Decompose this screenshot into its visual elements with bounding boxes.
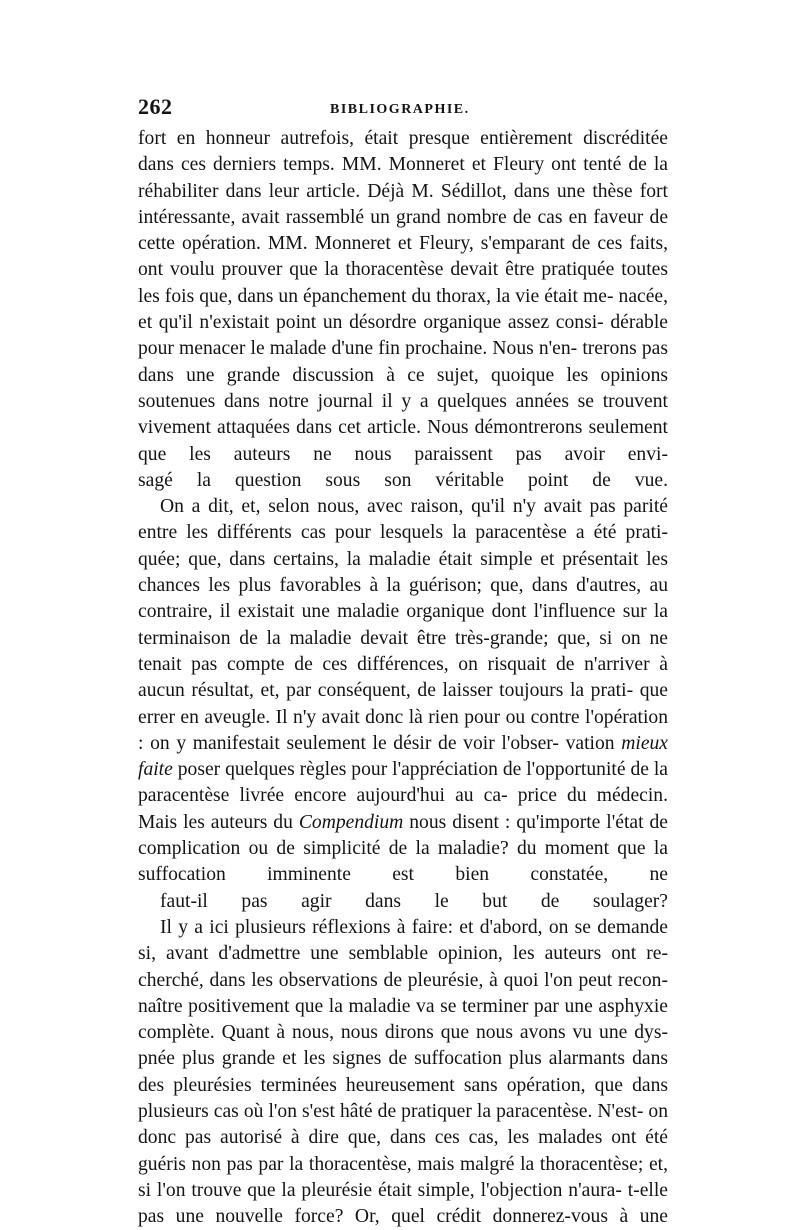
text-line: trerons pas dans une grande discussion à ce sujet, quoique les <box>138 338 668 386</box>
text-line: pnée plus grande et les signes de suffocation plus alarmants dans <box>138 1048 668 1070</box>
text-line: opinions soutenues dans notre journal il y a quelques années se <box>138 364 669 412</box>
text-line-last: sagé la question sous son véritable point de vue. <box>138 469 668 491</box>
text-line: terminaison de la maladie devait être très-grande; que, si on ne <box>138 627 668 649</box>
text-line: faits, ont voulu prouver que la thoracentèse devait être pratiquée <box>138 233 668 281</box>
book-page <box>138 94 668 1230</box>
text-fragment: price du médecin. Mais les auteurs du <box>138 785 668 833</box>
italic-phrase: mieux faite <box>138 732 669 781</box>
text-line: entre les différents cas pour lesquels la paracentèse a été prati- <box>138 522 668 544</box>
text-line: réhabiliter dans leur article. Déjà M. Sédillot, dans une thèse fort <box>138 180 668 202</box>
text-fragment: vation <box>565 732 622 754</box>
text-line: qu'importe l'état de complication ou de simplicité de la maladie? <box>138 811 668 860</box>
text-line: dérable pour menacer le malade d'une fin prochaine. Nous n'en- <box>138 312 668 360</box>
text-line: fort en honneur autrefois, était presque entièrement discréditée <box>138 128 668 149</box>
text-line: tenait pas compte de ces différences, on risquait de n'arriver à <box>138 653 668 675</box>
text-line: On a dit, et, selon nous, avec raison, qu'il n'y avait pas parité <box>160 496 668 518</box>
text-line-last: faut-il pas agir dans le but de soulager? <box>160 890 668 912</box>
text-line: contraire, il existait une maladie organique dont l'influence sur la <box>138 601 668 623</box>
text-line: dans ces derniers temps. MM. Monneret et Fleury ont tenté de la <box>138 154 668 176</box>
running-head <box>138 94 668 124</box>
text-fragment: poser quelques règles pour l'appréciation de <box>172 759 522 781</box>
text-line: t-elle pas une nouvelle force? Or, quel crédit donnerez-vous à une <box>138 1179 668 1228</box>
italic-title: Compendium <box>298 811 404 833</box>
text-fragment: nous disent : <box>403 811 511 833</box>
paragraph-2 <box>138 494 668 915</box>
text-line: de cette opération. MM. Monneret et Fleury, s'emparant de ces <box>138 206 669 255</box>
text-line: quée; que, dans certains, la maladie était simple et présentait les <box>138 548 668 570</box>
text-line: que errer en aveugle. Il n'y avait donc là rien pour ou contre <box>138 680 668 728</box>
text-line: l'opération : on y manifestait seulement le désir de voir l'obser- <box>138 706 668 754</box>
text-line: chances les plus favorables à la guérison; que, dans d'autres, au <box>138 575 668 597</box>
text-line: des pleurésies terminées heureusement sans opération, que dans <box>138 1074 668 1096</box>
text-line: si, avant d'admettre une semblable opinion, les auteurs ont re- <box>138 943 668 965</box>
text-line: naître positivement que la maladie va se terminer par une asphyxie <box>138 995 668 1017</box>
text-line: du moment que la suffocation imminente est bien constatée, ne <box>138 838 668 886</box>
text-line: l'opportunité de la paracentèse livrée encore aujourd'hui au ca- <box>138 759 668 807</box>
page-number: 262 <box>138 94 173 119</box>
paragraph-3 <box>138 915 668 1230</box>
text-line: nacée, et qu'il n'existait point un désordre organique assez consi- <box>138 285 668 334</box>
paragraph-1 <box>138 126 668 494</box>
text-line: aucun résultat, et, par conséquent, de laisser toujours la prati- <box>138 680 634 702</box>
text-line: on donc pas autorisé à dire que, dans ces cas, les malades ont été <box>138 1100 668 1149</box>
body-text <box>138 126 668 1230</box>
running-title: BIBLIOGRAPHIE. <box>330 102 470 117</box>
text-line: intéressante, avait rassemblé un grand nombre de cas en faveur <box>138 206 644 228</box>
text-line: et, si l'on trouve que la pleurésie était simple, l'objection n'aura- <box>138 1153 668 1201</box>
text-line: seulement que les auteurs ne nous paraissent pas avoir envi- <box>138 417 668 465</box>
text-line: plusieurs cas où l'on s'est hâté de pratiquer la paracentèse. N'est- <box>138 1100 644 1122</box>
text-line: Il y a ici plusieurs réflexions à faire: et d'abord, on se demande <box>160 916 668 938</box>
text-line: toutes les fois que, dans un épanchement du thorax, la vie était me- <box>138 259 668 307</box>
text-line: guéris non pas par la thoracentèse, mais malgré la thoracentèse; <box>138 1153 644 1175</box>
text-line: complète. Quant à nous, nous dirons que nous avons vu une dys- <box>138 1022 668 1044</box>
text-line: cherché, dans les observations de pleurésie, à quoi l'on peut recon- <box>138 969 668 991</box>
text-line: trouvent vivement attaquées dans cet article. Nous démontrerons <box>138 390 668 439</box>
